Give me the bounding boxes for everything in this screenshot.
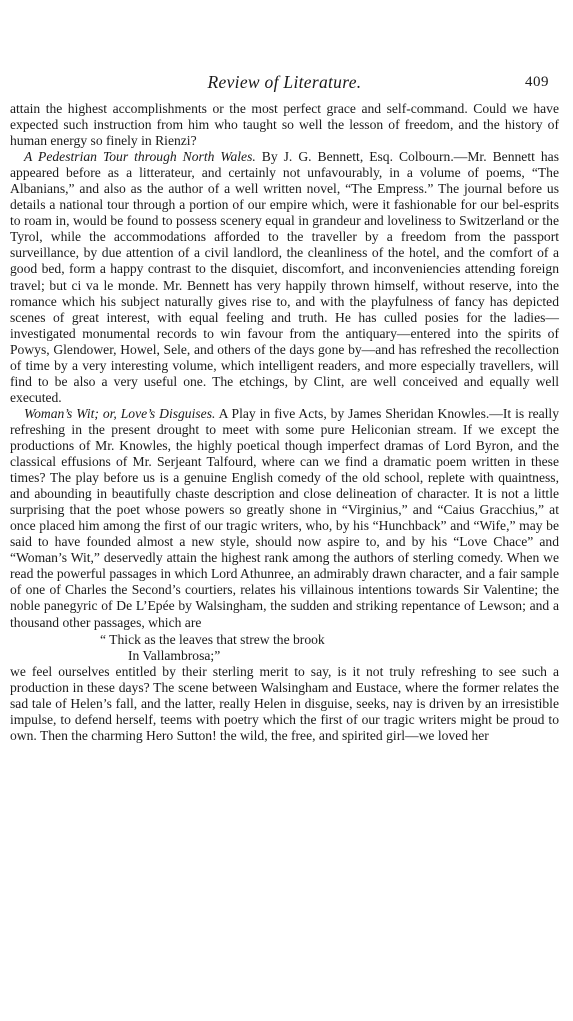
review-pedestrian-tour	[10, 149, 559, 406]
page-number: 409	[525, 74, 549, 90]
book-title-pedestrian-tour: A Pedestrian Tour through North Wales.	[24, 149, 256, 165]
verse-line-2: In Vallambrosa;”	[128, 647, 221, 663]
paragraph-rienzi-ending: attain the highest accomplishments or the most perfect grace and self-command. Could we have expected such instruction from him who taught so well the lesson of freedom, and the history of human energy so finely in Rienzi?	[10, 101, 559, 149]
running-title: Review of Literature.	[207, 72, 362, 92]
verse-quotation	[100, 632, 559, 664]
book-title-womans-wit: Woman’s Wit; or, Love’s Disguises.	[24, 405, 216, 421]
review-text-womans-wit: A Play in five Acts, by James Sheridan Knowles.—It is really refreshing in the present drought to meet with some pure Heliconian stream. If we except the productions of Mr. Knowles, the highly poetical though imperfect dramas of Lord Byron, and the classical effusions of Mr. Serjeant Talfourd, where can we find a dramatic poem written in these times? The play before us is a genuine English comedy of the old school, replete with quaintness, and abounding in beautifully chaste description and close delineation of character. It is not a little surprising that the poet whose powers so greatly shone in “Virginius,” and “Caius Gracchius,” at once placed him among the first of our tragic writers, who, by his “Hunchback” and “Wife,” may be said to have founded almost a new style, should now aspire to, and by his “Love Chace” and “Woman’s Wit,” deservedly attain the highest rank among the authors of sterling comedy. When we read the powerful passages in which Lord Athunree, an admirably drawn character, and a fair sample of one of Charles the Second’s courtiers, relates his villainous intentions towards Sir Valentine; the noble panegyric of De L’Epée by Walsingham, the sudden and striking repentance of Lewson; and a thousand other passages, which are	[10, 405, 560, 630]
review-text-pedestrian-tour: By J. G. Bennett, Esq. Colbourn.—Mr. Bennett has appeared before as a litterateur, and certainly not unfavourably, in a volume of poems, “The Albanians,” and also as the author of a well written novel, “The Empress.” The journal before us details a national tour through a portion of our empire which, were it fashionable for our bel-esprits to roam in, would be found to possess scenery equal in grandeur and loveliness to Switzerland or the Tyrol, while the accommodations afforded to the traveller by a freedom from the passport surveillance, by due attention of a civil landlord, the cleanliness of the hotel, and the comfort of a good bed, form a happy contrast to the disquiet, discomfort, and inconveniencies attending foreign travel; but ci va le monde. Mr. Bennett has very happily thrown himself, without reserve, into the romance which his subject naturally gives rise to, and with the playfulness of fancy has depicted scenes of great interest, with equal feeling and truth. He has culled posies for the ladies—investigated monumental records to win favour from the antiquary—entered into the spirits of Powys, Glendower, Howel, Sele, and others of the days gone by—and has refreshed the recollection of time by a very interesting volume, which intelligent readers, and more especially travellers, will find to be also a very useful one. The etchings, by Clint, are well conceived and equally well executed.	[10, 149, 559, 405]
article-body	[10, 101, 559, 744]
paragraph-continuation: we feel ourselves entitled by their sterling merit to say, is it not truly refreshing to see such a production in these days? The scene between Walsingham and Eustace, where the former relates the sad tale of Helen’s fall, and the latter, really Helen in disguise, seeks, nay is driven by an irresistible impulse, to defend herself, teems with poetry which the first of our tragic writers might be proud to own. Then the charming Hero Sutton! the wild, the free, and spirited girl—we loved her	[10, 663, 559, 743]
verse-line-1: “ Thick as the leaves that strew the brook	[100, 631, 325, 647]
review-womans-wit	[10, 406, 559, 631]
running-head	[10, 72, 559, 100]
